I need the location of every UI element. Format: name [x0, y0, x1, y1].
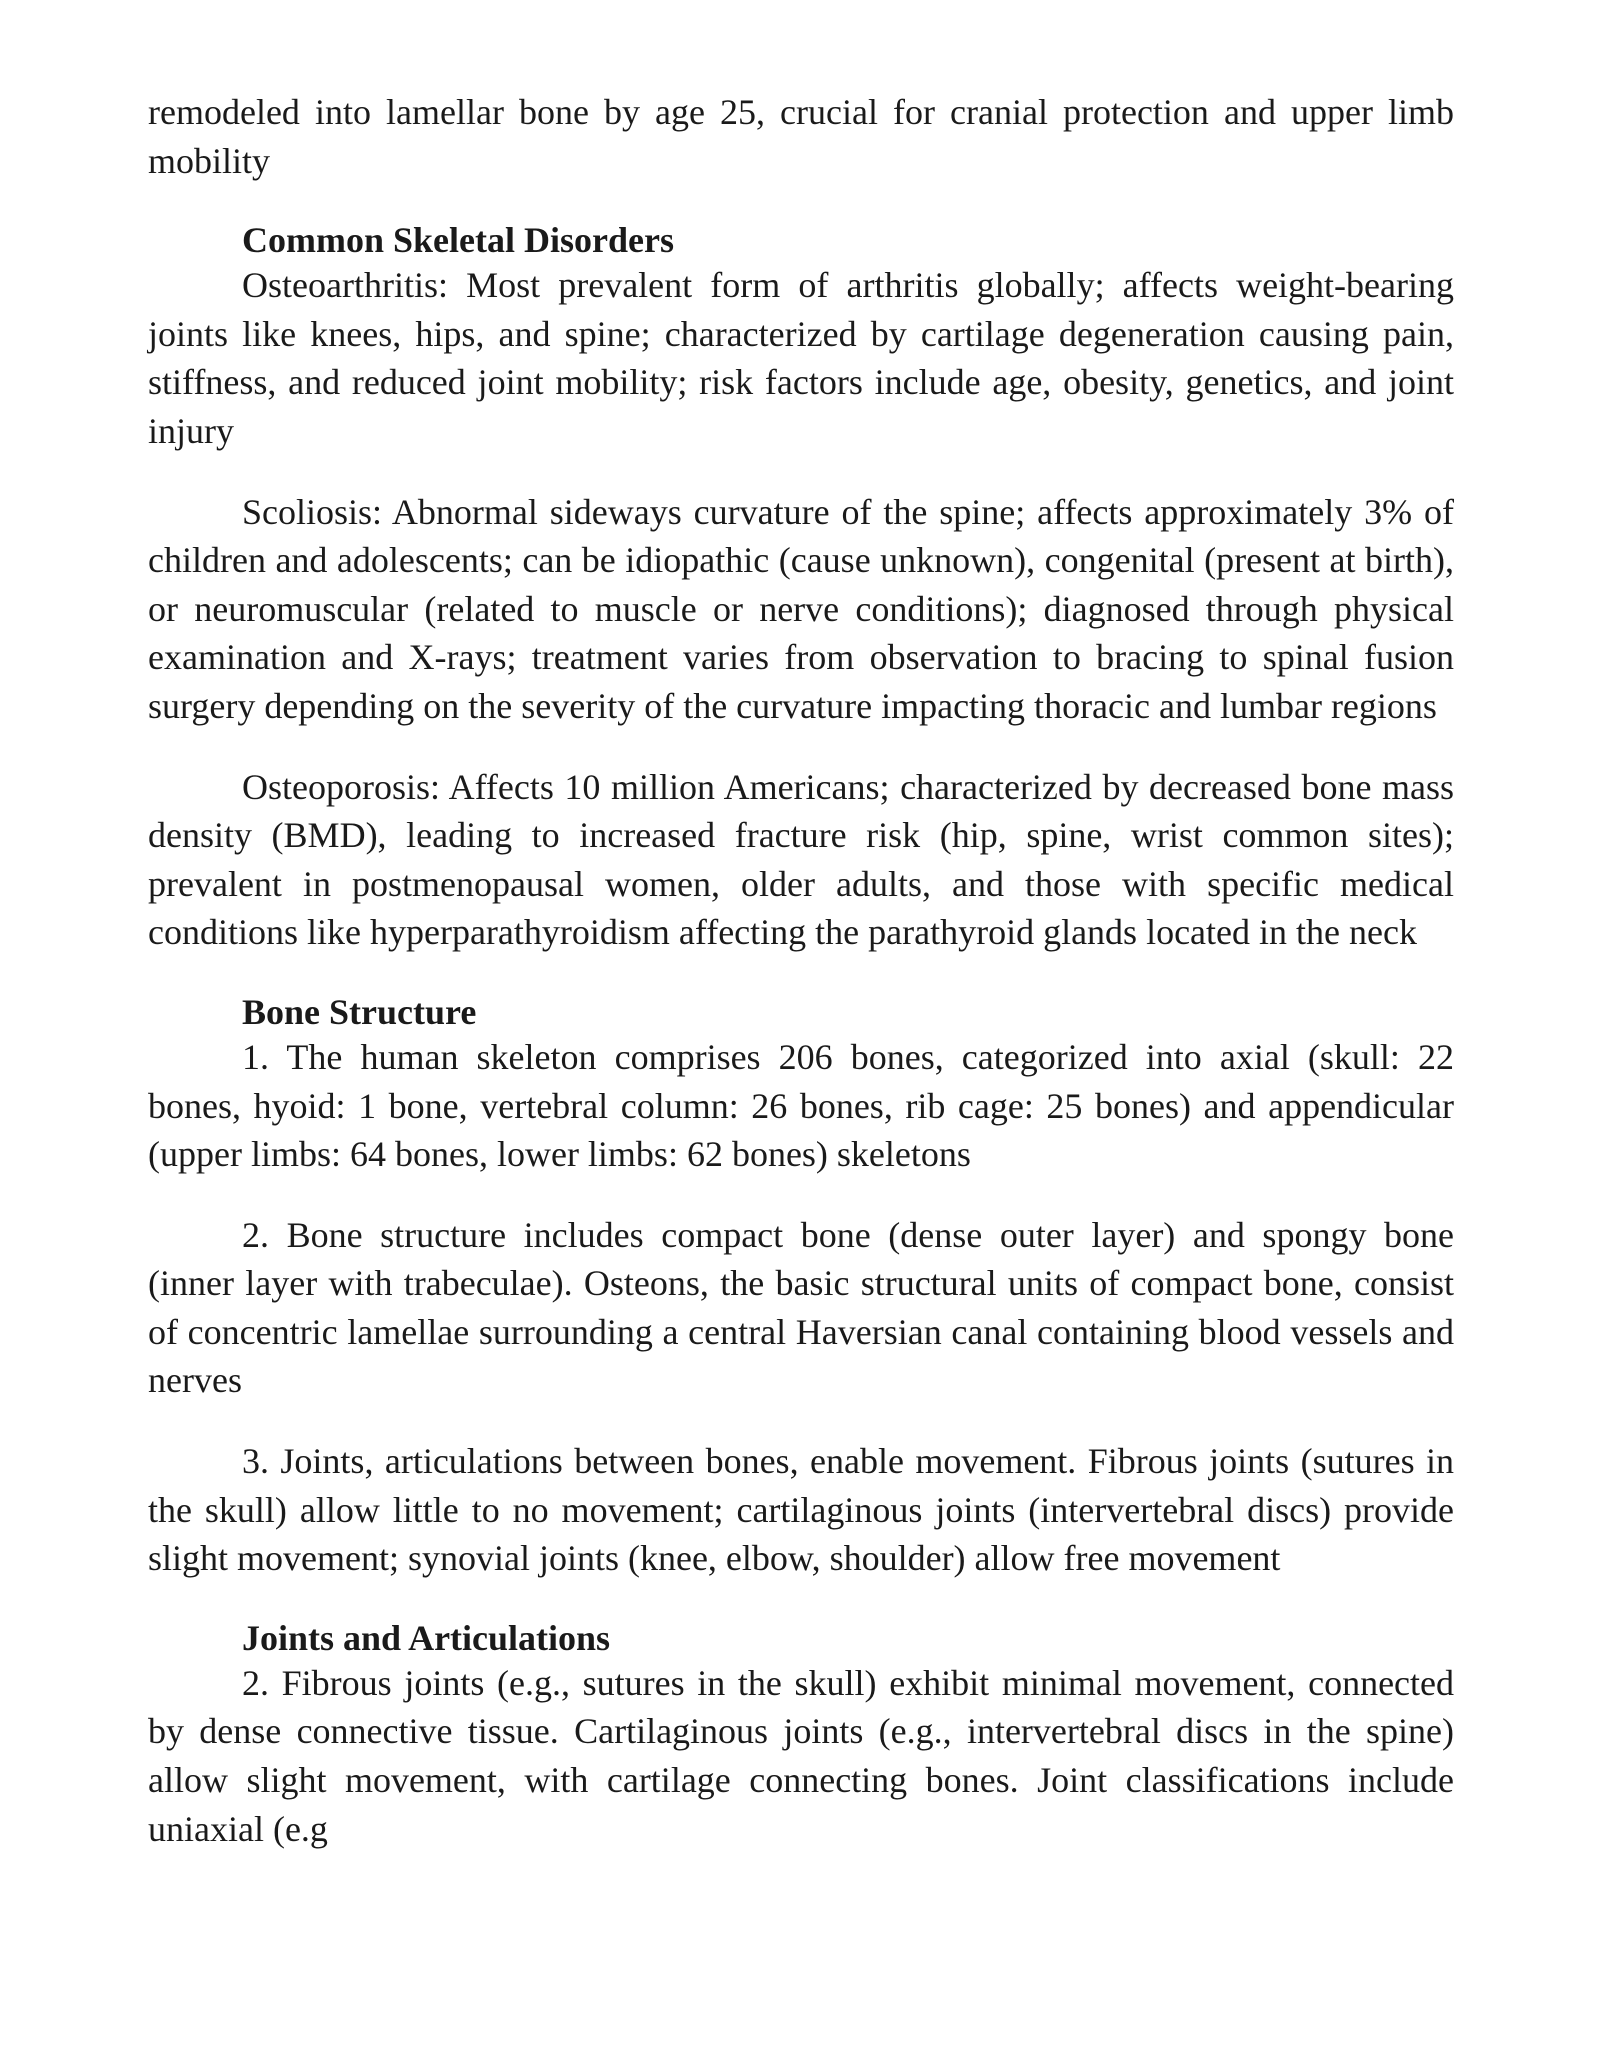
document-page [148, 88, 1454, 1853]
section-heading-common-skeletal-disorders: Common Skeletal Disorders [242, 220, 674, 261]
paragraph-osteoarthritis: Osteoarthritis: Most prevalent form of arthritis globally; affects weight-bearing joints like knees, hips, and spine; characterized by cartilage degeneration causing pain, stiffness, and reduced joint mobility; risk factors include age, obesity, genetics, and joint injury [148, 265, 1454, 451]
paragraph-bone-structure-3: 3. Joints, articulations between bones, enable movement. Fibrous joints (sutures in the skull) allow little to no movement; cartilaginous joints (intervertebral discs) provide slight movement; synovial joints (knee, elbow, shoulder) allow free movement [148, 1441, 1454, 1579]
intro-continuation-paragraph: remodeled into lamellar bone by age 25, crucial for cranial protection and upper limb mobility [148, 92, 1454, 181]
paragraph-joints-2: 2. Fibrous joints (e.g., sutures in the skull) exhibit minimal movement, connected by dense connective tissue. Cartilaginous joints (e.g., intervertebral discs in the spine) allow slight movement, with cartilage connecting bones. Joint classifications include uniaxial (e.g [148, 1662, 1454, 1849]
paragraph-scoliosis: Scoliosis: Abnormal sideways curvature of the spine; affects approximately 3% of children and adolescents; can be idiopathic (cause unknown), congenital (present at birth), or neuromuscular (related to muscle or nerve conditions); diagnosed through physical examination and X-rays; treatment varies from observation to bracing to spinal fusion surgery depending on the severity of the curvature impacting thoracic and lumbar regions [148, 491, 1454, 726]
paragraph-bone-structure-1: 1. The human skeleton comprises 206 bones, categorized into axial (skull: 22 bones, hyoid: 1 bone, vertebral column: 26 bones, rib cage: 25 bones) and appendicular (upper limbs: 64 bones, lower limbs: 62 bones) skeletons [148, 1036, 1454, 1175]
section-heading-joints-and-articulations: Joints and Articulations [242, 1617, 611, 1658]
paragraph-bone-structure-2: 2. Bone structure includes compact bone (dense outer layer) and spongy bone (inner layer with trabeculae). Osteons, the basic structural units of compact bone, consist of concentric lamellae surrounding a central Haversian canal containing blood vessels and nerves [148, 1214, 1454, 1401]
paragraph-osteoporosis: Osteoporosis: Affects 10 million Americans; characterized by decreased bone mass density (BMD), leading to increased fracture risk (hip, spine, wrist common sites); prevalent in postmenopausal women, older adults, and those with specific medical conditions like hyperparathyroidism affecting the parathyroid glands located in the neck [148, 766, 1454, 953]
section-heading-bone-structure: Bone Structure [242, 991, 477, 1032]
